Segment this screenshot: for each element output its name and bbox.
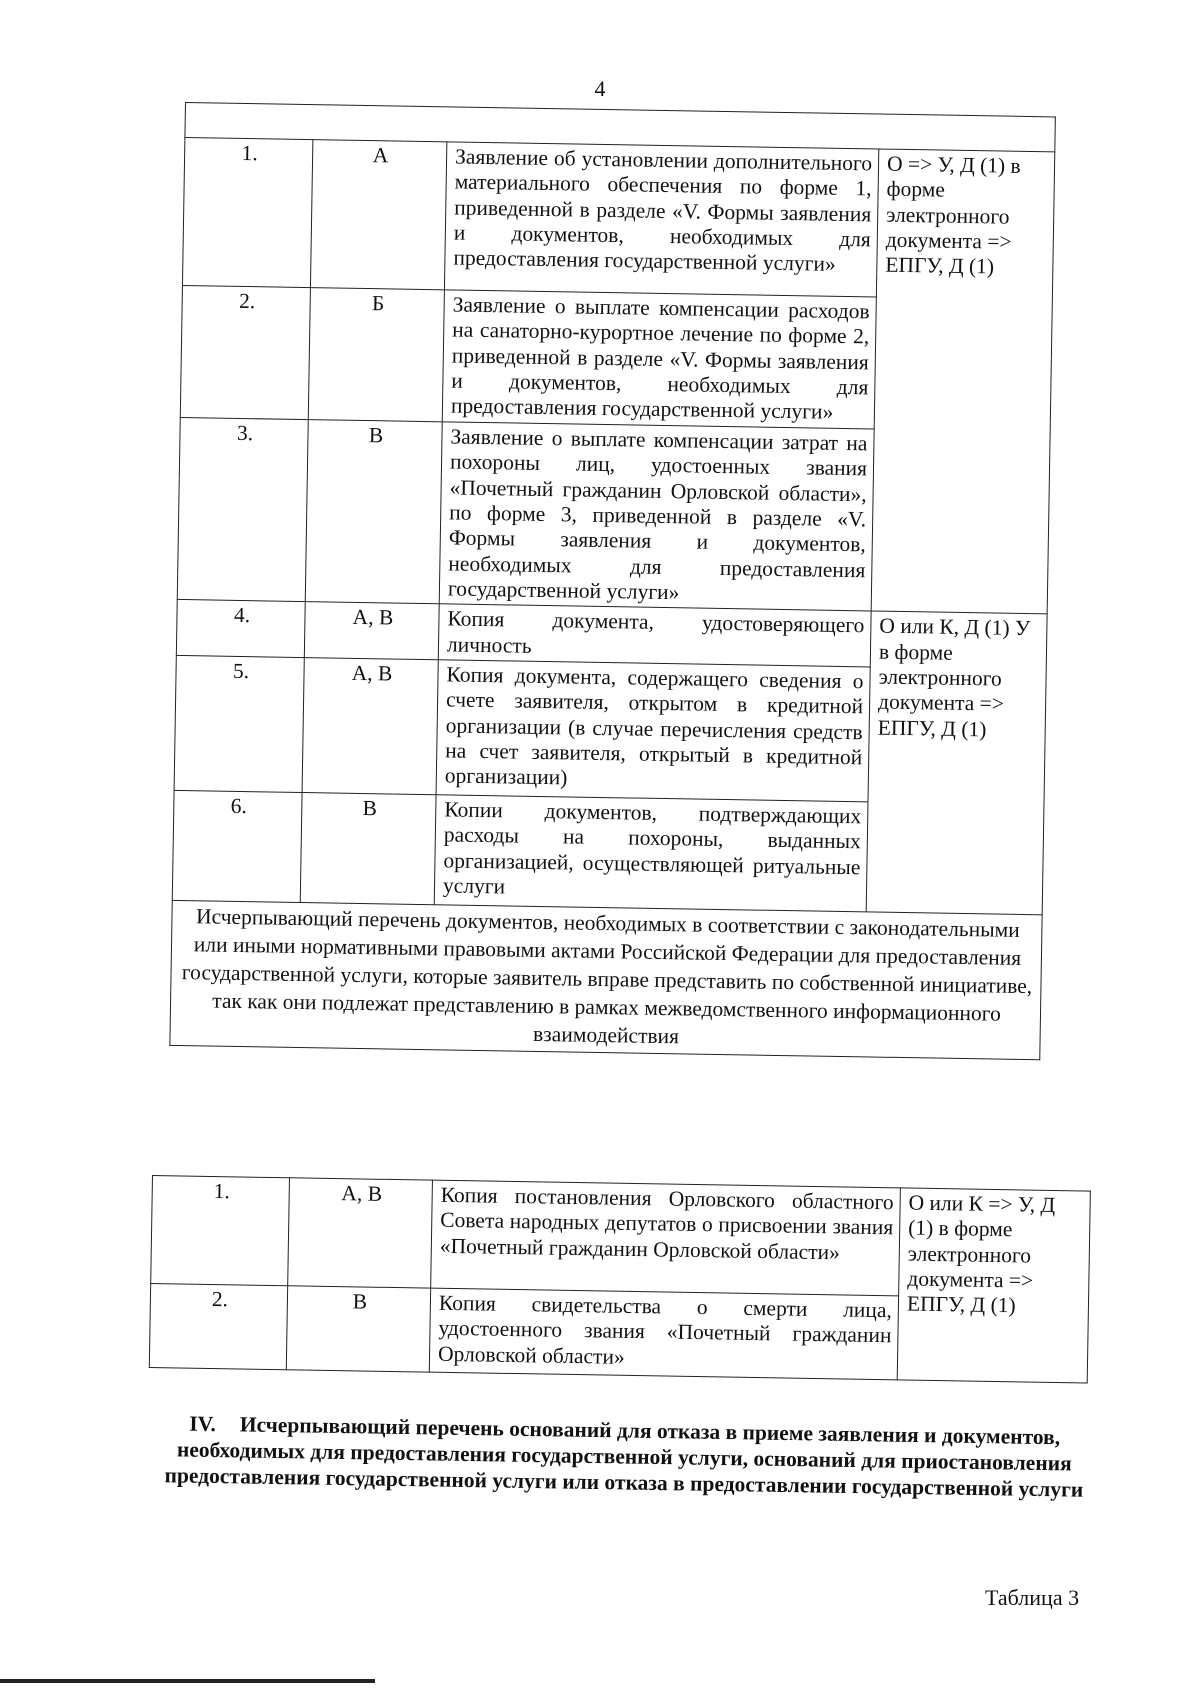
row-category: В [286, 1286, 430, 1372]
row-category: А, В [302, 658, 438, 795]
row-number: 1. [182, 138, 312, 288]
row-category: В [300, 793, 436, 905]
row-number: 5. [174, 655, 304, 792]
section-heading [149, 1410, 1100, 1504]
row-description: Копия постановления Орловского областного Совета народных депутатов о присвоении звания «Почетный гражданин Орловской области» [431, 1180, 901, 1296]
row-number: 1. [151, 1176, 290, 1286]
row-category: Б [308, 288, 444, 422]
row-description: Заявление об установлении дополнительного материального обеспечения по форме 1, приведенной в разделе «V. Формы заявления и документов, необходимых для предоставления государственной услуги» [444, 142, 878, 297]
row-category: А, В [288, 1178, 433, 1288]
row-number: 4. [176, 600, 305, 658]
status-cell: О или К, Д (1) У в форме электронного документа => ЕПГУ, Д (1) [866, 611, 1047, 915]
interagency-table [149, 1175, 1091, 1384]
interagency-table-section [149, 1175, 1091, 1384]
middle-heading: Исчерпывающий перечень документов, необходимых в соответствии с законодательными или иными нормативными правовыми актами Российской Федерации для предоставления государственной услуги, которые заявитель вправе представить по собственной инициативе, так как они подлежат представлению в рамках межведомственного информационного взаимодействия [170, 900, 1042, 1059]
row-category: А, В [304, 602, 439, 660]
table-label: Таблица 3 [985, 1585, 1080, 1610]
page-number: 4 [594, 76, 606, 101]
row-category: В [305, 419, 442, 604]
row-description: Заявление о выплате компенсации затрат на похороны лиц, удостоенных звания «Почетный гражданин Орловской области», по форме 3, приведенной в разделе «V. Формы заявления и документов, необходимых для предоставления государственной услуги» [439, 422, 874, 612]
table-row [151, 1176, 1091, 1300]
scan-artifact-line [0, 1679, 375, 1683]
documents-table [169, 102, 1056, 1060]
section-number: IV. [189, 1411, 217, 1437]
status-cell: О => У, Д (1) в форме электронного документа => ЕПГУ, Д (1) [871, 149, 1055, 614]
row-description: Копия документа, содержащего сведения о счете заявителя, открытом в кредитной организации (в случае перечисления средств на счет заявителя, открытый в кредитной организации) [436, 660, 870, 802]
row-description: Заявление о выплате компенсации расходов на санаторно-курортное лечение по форме 2, приведенной в разделе «V. Формы заявления и документов, необходимых для предоставления государственной услуги» [442, 290, 876, 429]
middle-heading-row [170, 900, 1042, 1059]
row-category: А [310, 140, 446, 290]
row-description: Копия свидетельства о смерти лица, удостоенного звания «Почетный гражданин Орловской области» [429, 1288, 898, 1380]
row-number: 2. [149, 1283, 287, 1369]
documents-table-section [169, 102, 1056, 1060]
row-number: 3. [177, 417, 308, 602]
row-number: 2. [180, 285, 310, 419]
status-cell: О или К => У, Д (1) в форме электронного документа => ЕПГУ, Д (1) [897, 1188, 1090, 1383]
row-description: Копии документов, подтверждающих расходы на похороны, выданных организацией, осуществляющей ритуальные услуги [434, 795, 868, 912]
table-row [182, 138, 1054, 300]
row-description: Копия документа, удостоверяющего личность [438, 604, 871, 667]
row-number: 6. [172, 790, 302, 902]
section-title: Исчерпывающий перечень оснований для отказа в приеме заявления и документов, необходимых для предоставления государственной услуги, оснований для приостановления предоставления государственной услуги или отказа в предоставлении государственной услуги [164, 1412, 1084, 1503]
